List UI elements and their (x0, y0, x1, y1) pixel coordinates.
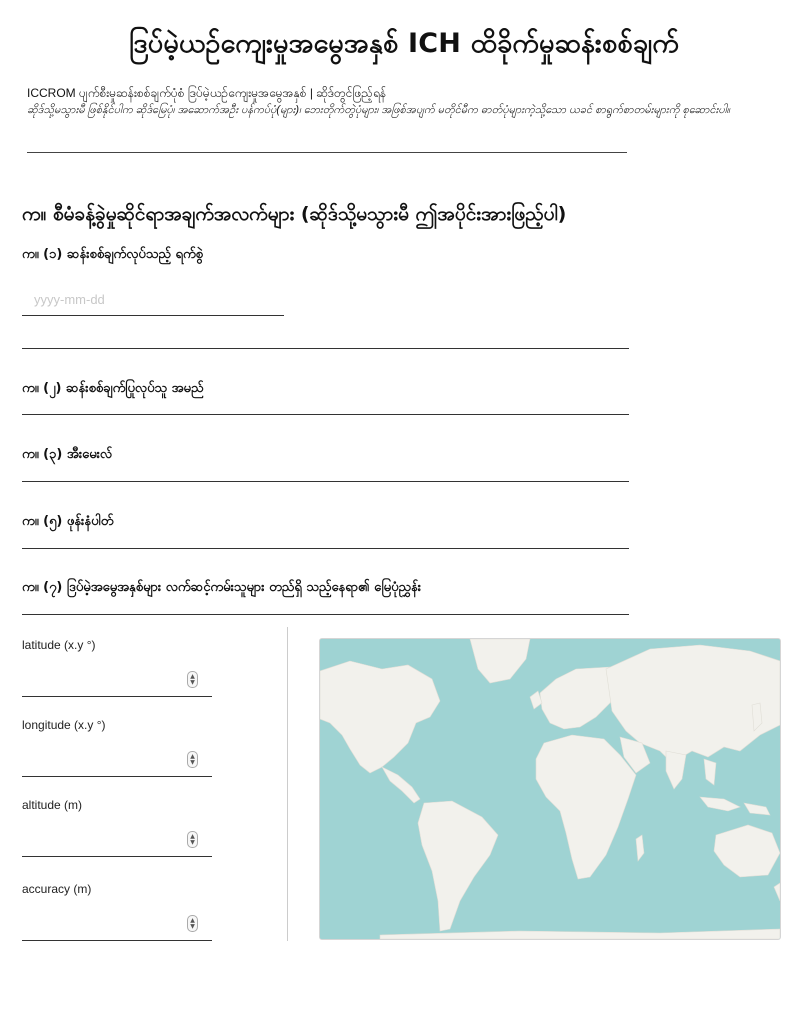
phone-label: က။ (၅) ဖုန်းနံပါတ် (22, 514, 114, 529)
section-a-heading: က။ စီမံခန့်ခွဲမှုဆိုင်ရာအချက်အလက်များ (ဆိုဒ်သို့မသွားမီ ဤအပိုင်းအားဖြည့်ပါ) (22, 203, 567, 225)
form-hint: ဆိုဒ်သို့မသွားမီ ဖြစ်နိုင်ပါက ဆိုဒ်မြေပုံ၊ အဆောက်အဦး ပန်ကပ်ပုံ(များ)၊ ဘေးတိုက်တွဲပုံများ၊ အဖြစ်အပျက် မတိုင်မီက ဓာတ်ပုံများကဲ့သို့သော ယခင် စာရွက်စာတမ်းများကို စုဆောင်းပါ။ (27, 104, 730, 116)
world-map[interactable] (320, 639, 780, 939)
altitude-input[interactable] (22, 826, 212, 857)
assessment-date-divider (22, 348, 629, 349)
email-field[interactable] (22, 481, 629, 482)
longitude-label: longitude (x.y °) (22, 718, 106, 732)
location-divider (22, 614, 629, 615)
form-subtitle: ICCROM ပျက်စီးမှုဆန်းစစ်ချက်ပုံစံ ဒြပ်မဲ့ယဉ်ကျေးမှုအမွေအနှစ် | ဆိုဒ်တွင်ဖြည့်ရန် (27, 86, 387, 100)
location-label: က။ (၇) ဒြပ်မဲ့အမွေအနှစ်များ လက်ဆင့်ကမ်းသူများ တည်ရှိ သည့်နေရာ၏ မြေပုံညွှန်း (22, 580, 422, 595)
assessment-date-label: က။ (၁) ဆန်းစစ်ချက်လုပ်သည့် ရက်စွဲ (22, 247, 203, 262)
location-map[interactable] (319, 638, 781, 940)
latitude-input[interactable] (22, 666, 212, 697)
latitude-label: latitude (x.y °) (22, 638, 96, 652)
accuracy-input[interactable] (22, 910, 212, 941)
phone-field[interactable] (22, 548, 629, 549)
assessor-name-field[interactable] (22, 414, 629, 415)
accuracy-label: accuracy (m) (22, 882, 92, 896)
assessor-name-label: က။ (၂) ဆန်းစစ်ချက်ပြုလုပ်သူ အမည် (22, 381, 204, 396)
latitude-text-input[interactable] (22, 666, 186, 696)
column-divider (287, 627, 288, 941)
assessment-date-input[interactable] (22, 284, 284, 316)
email-label: က။ (၃) အီးမေးလ် (22, 447, 113, 462)
longitude-input[interactable] (22, 746, 212, 777)
header-divider (27, 152, 627, 153)
accuracy-stepper-icon[interactable]: ▲ ▼ (187, 915, 198, 932)
altitude-text-input[interactable] (22, 826, 186, 856)
altitude-label: altitude (m) (22, 798, 83, 812)
longitude-stepper-icon[interactable]: ▲ ▼ (187, 751, 198, 768)
page-title: ဒြပ်မဲ့ယဉ်ကျေးမှုအမွေအနှစ် ICH ထိခိုက်မှုဆန်းစစ်ချက် (128, 28, 680, 59)
latitude-stepper-icon[interactable]: ▲ ▼ (187, 671, 198, 688)
longitude-text-input[interactable] (22, 746, 186, 776)
accuracy-text-input[interactable] (22, 910, 186, 940)
altitude-stepper-icon[interactable]: ▲ ▼ (187, 831, 198, 848)
